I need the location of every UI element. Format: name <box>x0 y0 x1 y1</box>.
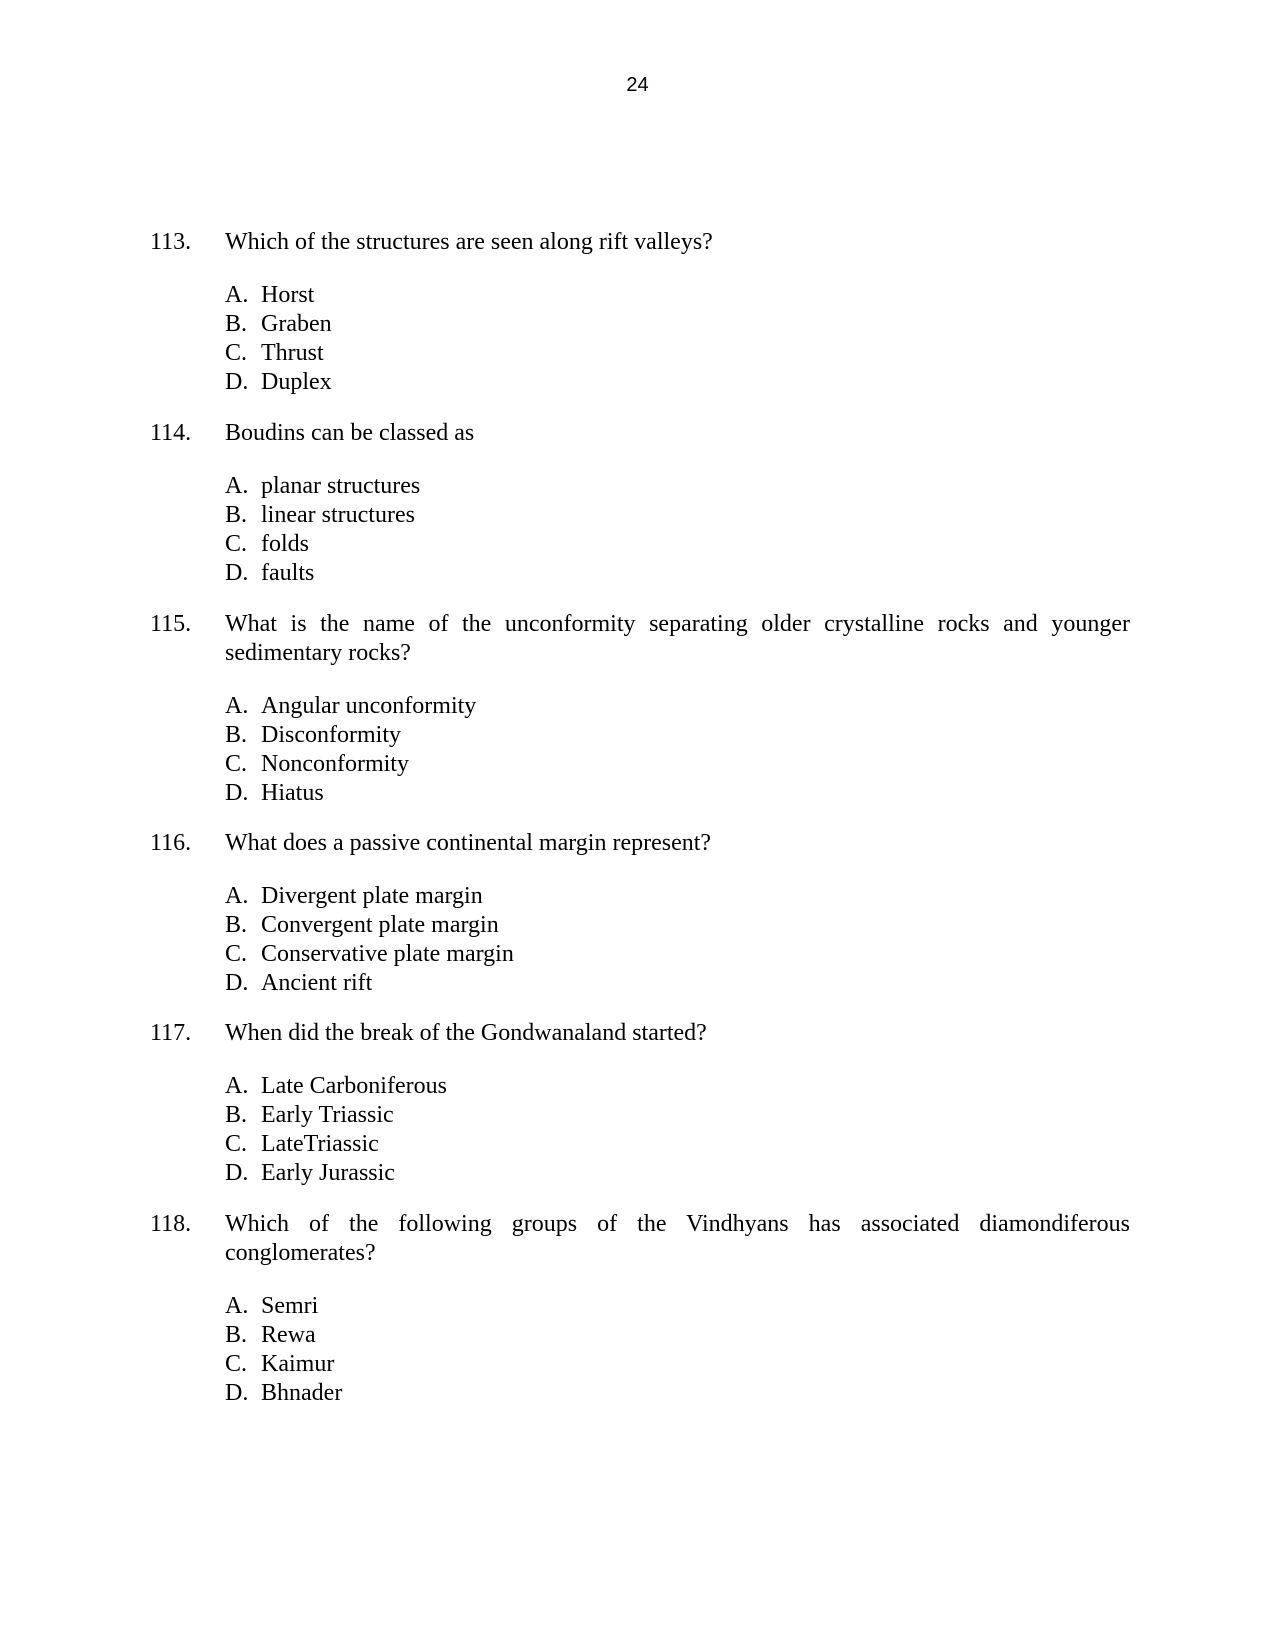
option-letter: B. <box>225 1322 248 1348</box>
option-d <box>225 1159 1130 1188</box>
option-c <box>225 339 1130 368</box>
option-b <box>225 721 1130 750</box>
option-text: Thrust <box>261 340 324 366</box>
question-text: Which of the structures are seen along rift valleys? <box>225 229 713 255</box>
option-a <box>225 1072 1130 1101</box>
option-letter: B. <box>225 912 248 938</box>
question-text: Which of the following groups of the Vindhyans has associated diamondiferous conglomerates? <box>225 1211 1130 1266</box>
option-letter: C. <box>225 941 248 967</box>
option-b <box>225 1101 1130 1130</box>
page-number: 24 <box>626 74 649 96</box>
option-text: Disconformity <box>261 722 401 748</box>
option-letter: A. <box>225 693 249 719</box>
option-b <box>225 911 1130 940</box>
options-list <box>225 281 1130 397</box>
option-letter: B. <box>225 502 248 528</box>
option-text: Nonconformity <box>261 751 409 777</box>
option-c <box>225 940 1130 969</box>
question-text: What is the name of the unconformity separating older crystalline rocks and younger sedimentary rocks? <box>225 611 1130 666</box>
option-letter: B. <box>225 1102 248 1128</box>
option-d <box>225 779 1130 808</box>
option-letter: C. <box>225 340 248 366</box>
option-text: LateTriassic <box>261 1131 379 1157</box>
option-letter: B. <box>225 722 248 748</box>
option-letter: A. <box>225 473 249 499</box>
option-a <box>225 472 1130 501</box>
option-text: Graben <box>261 311 332 337</box>
option-a <box>225 692 1130 721</box>
question-text: When did the break of the Gondwanaland started? <box>225 1020 707 1046</box>
option-text: faults <box>261 560 315 586</box>
option-a <box>225 281 1130 310</box>
option-letter: D. <box>225 780 249 806</box>
question-number: 117. <box>150 1020 192 1046</box>
question-115 <box>150 610 1130 808</box>
option-text: Ancient rift <box>261 970 373 996</box>
options-list <box>225 882 1130 998</box>
option-text: Divergent plate margin <box>261 883 483 909</box>
option-text: Rewa <box>261 1322 316 1348</box>
question-number: 113. <box>150 229 192 255</box>
option-letter: A. <box>225 282 249 308</box>
option-text: Angular unconformity <box>261 693 477 719</box>
option-text: Bhnader <box>261 1380 343 1406</box>
question-113 <box>150 228 1130 397</box>
option-text: Early Triassic <box>261 1102 394 1128</box>
question-number: 115. <box>150 611 192 637</box>
option-letter: C. <box>225 1351 248 1377</box>
option-b <box>225 1321 1130 1350</box>
option-c <box>225 750 1130 779</box>
option-text: Hiatus <box>261 780 324 806</box>
option-text: Kaimur <box>261 1351 335 1377</box>
option-letter: A. <box>225 883 249 909</box>
option-letter: A. <box>225 1073 249 1099</box>
option-d <box>225 969 1130 998</box>
option-b <box>225 501 1130 530</box>
option-text: linear structures <box>261 502 415 528</box>
option-letter: B. <box>225 311 248 337</box>
option-letter: C. <box>225 751 248 777</box>
option-d <box>225 368 1130 397</box>
option-a <box>225 882 1130 911</box>
option-text: planar structures <box>261 473 421 499</box>
option-a <box>225 1292 1130 1321</box>
option-letter: A. <box>225 1293 249 1319</box>
option-letter: D. <box>225 1380 249 1406</box>
option-c <box>225 1130 1130 1159</box>
option-letter: D. <box>225 560 249 586</box>
option-letter: D. <box>225 369 249 395</box>
option-text: folds <box>261 531 309 557</box>
option-text: Late Carboniferous <box>261 1073 447 1099</box>
question-text: What does a passive continental margin represent? <box>225 830 712 856</box>
question-number: 118. <box>150 1211 192 1237</box>
question-number: 116. <box>150 830 192 856</box>
option-b <box>225 310 1130 339</box>
question-number: 114. <box>150 420 192 446</box>
option-text: Duplex <box>261 369 332 395</box>
question-117 <box>150 1019 1130 1188</box>
question-114 <box>150 419 1130 588</box>
option-letter: C. <box>225 1131 248 1157</box>
option-d <box>225 559 1130 588</box>
option-text: Early Jurassic <box>261 1160 395 1186</box>
options-list <box>225 692 1130 808</box>
option-c <box>225 1350 1130 1379</box>
question-text: Boudins can be classed as <box>225 420 475 446</box>
option-letter: D. <box>225 1160 249 1186</box>
option-d <box>225 1379 1130 1408</box>
option-text: Semri <box>261 1293 319 1319</box>
options-list <box>225 472 1130 588</box>
option-c <box>225 530 1130 559</box>
option-text: Horst <box>261 282 315 308</box>
question-118 <box>150 1210 1130 1408</box>
options-list <box>225 1292 1130 1408</box>
question-116 <box>150 829 1130 998</box>
options-list <box>225 1072 1130 1188</box>
option-text: Convergent plate margin <box>261 912 499 938</box>
option-letter: D. <box>225 970 249 996</box>
option-letter: C. <box>225 531 248 557</box>
option-text: Conservative plate margin <box>261 941 514 967</box>
